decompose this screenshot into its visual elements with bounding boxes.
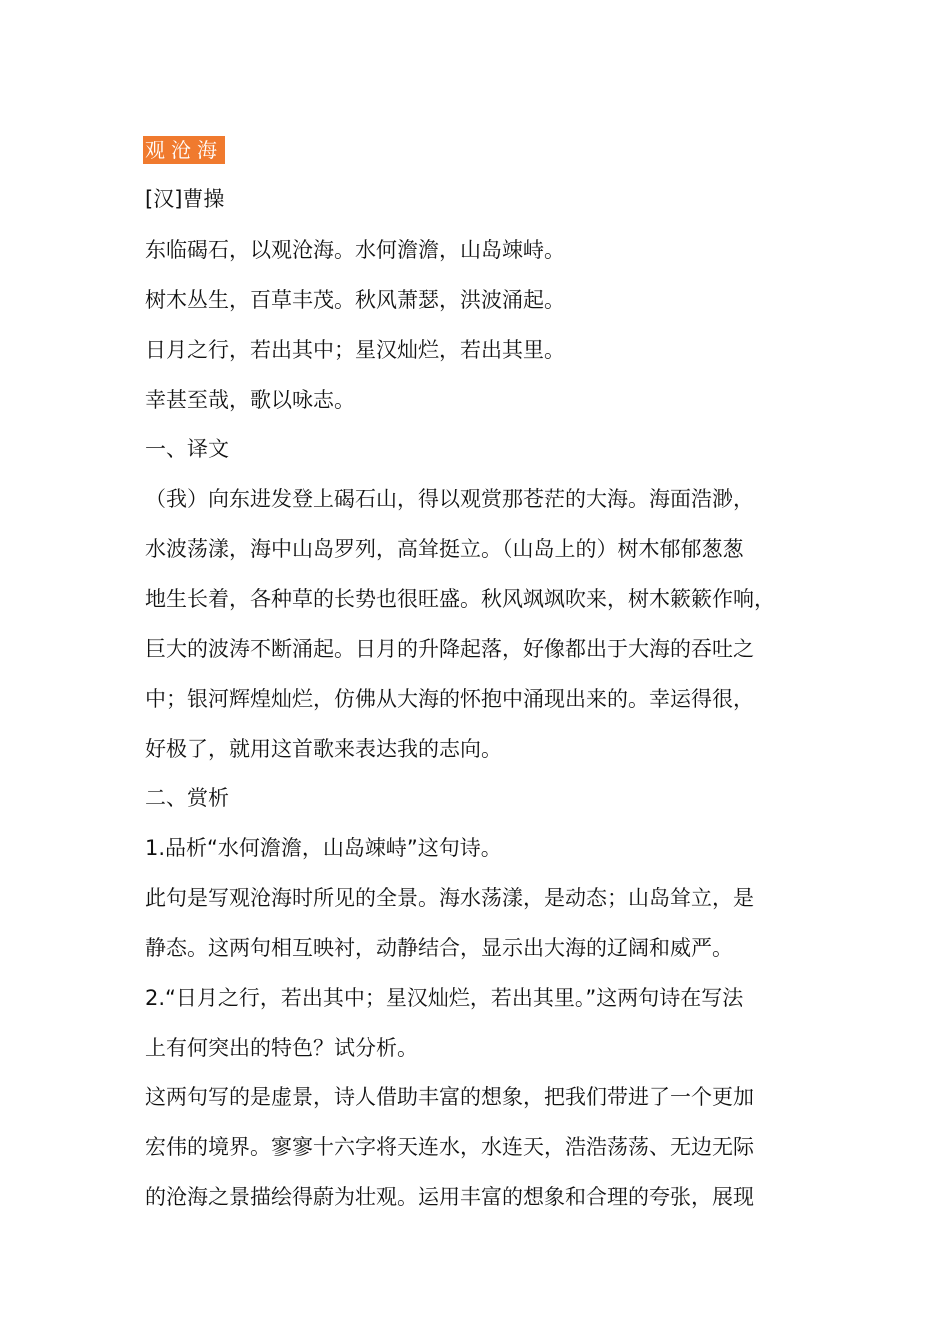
question-1: 1.品析“水何澹澹，山岛竦峙”这句诗。 (145, 836, 502, 860)
answer-1-line: 此句是写观沧海时所见的全景。海水荡漾，是动态；山岛耸立，是 (145, 886, 754, 910)
answer-2-line: 宏伟的境界。寥寥十六字将天连水，水连天，浩浩荡荡、无边无际 (145, 1135, 754, 1159)
poem-line: 树木丛生，百草丰茂。秋风萧瑟，洪波涌起。 (145, 288, 565, 312)
question-2-line: 上有何突出的特色？试分析。 (145, 1036, 418, 1060)
question-2-line: 2.“日月之行，若出其中；星汉灿烂，若出其里。”这两句诗在写法 (145, 986, 744, 1010)
translation-heading: 一、译文 (145, 437, 229, 461)
answer-2-line: 这两句写的是虚景，诗人借助丰富的想象，把我们带进了一个更加 (145, 1085, 754, 1109)
poem-title: 观沧海 (145, 138, 223, 162)
answer-2-line: 的沧海之景描绘得蔚为壮观。运用丰富的想象和合理的夸张，展现 (145, 1185, 754, 1209)
translation-line: 地生长着，各种草的长势也很旺盛。秋风飒飒吹来，树木簌簌作响， (145, 587, 775, 611)
analysis-heading: 二、赏析 (145, 786, 229, 810)
translation-line: 水波荡漾，海中山岛罗列，高耸挺立。（山岛上的）树木郁郁葱葱 (145, 537, 744, 561)
translation-line: 巨大的波涛不断涌起。日月的升降起落，好像都出于大海的吞吐之 (145, 637, 754, 661)
poem-author: [汉]曹操 (145, 187, 225, 211)
translation-line: 中；银河辉煌灿烂，仿佛从大海的怀抱中涌现出来的。幸运得很， (145, 687, 754, 711)
poem-line: 幸甚至哉，歌以咏志。 (145, 388, 355, 412)
answer-1-line: 静态。这两句相互映衬，动静结合，显示出大海的辽阔和威严。 (145, 936, 733, 960)
translation-line: 好极了，就用这首歌来表达我的志向。 (145, 737, 502, 761)
poem-line: 日月之行，若出其中；星汉灿烂，若出其里。 (145, 338, 565, 362)
poem-line: 东临碣石，以观沧海。水何澹澹，山岛竦峙。 (145, 238, 565, 262)
translation-line: （我）向东进发登上碣石山，得以观赏那苍茫的大海。海面浩渺， (145, 487, 754, 511)
